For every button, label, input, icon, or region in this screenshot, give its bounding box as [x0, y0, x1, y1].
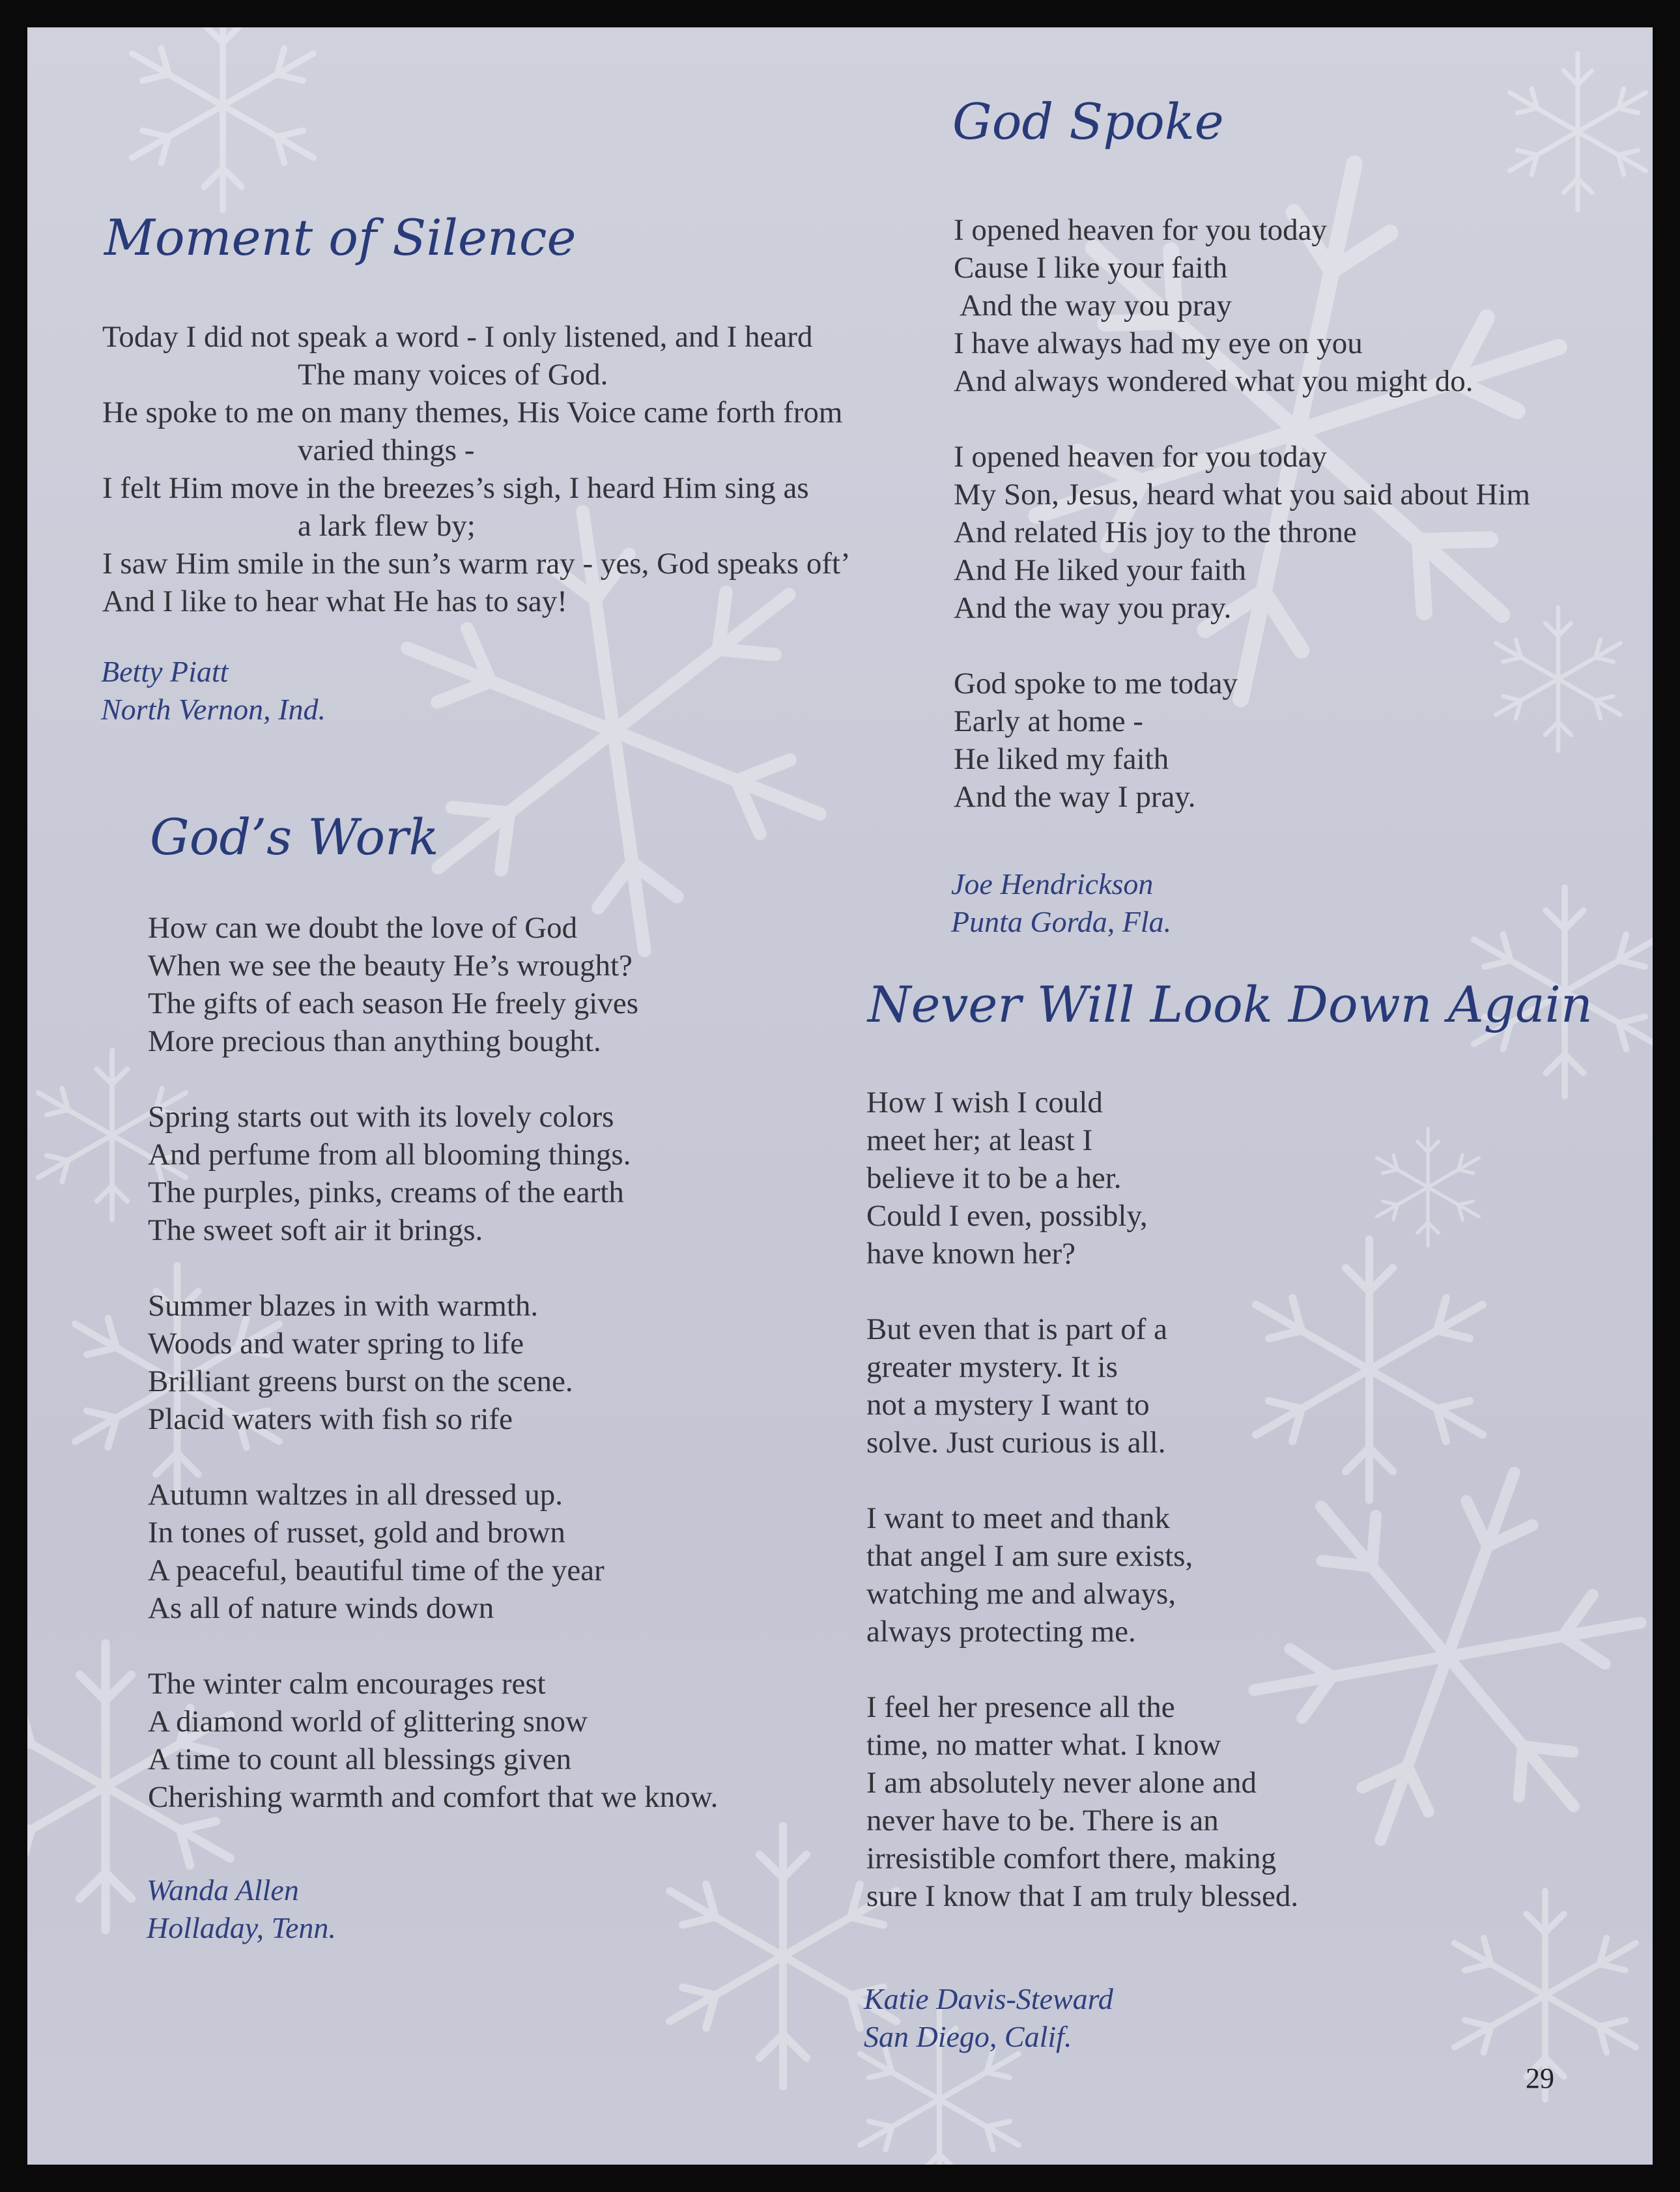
poem-line: greater mystery. It is	[866, 1350, 1118, 1384]
poem-line: I am absolutely never alone and	[866, 1766, 1257, 1800]
poem-line: watching me and always,	[866, 1577, 1176, 1611]
author-name: Betty Piatt	[101, 655, 229, 688]
stanza	[148, 1665, 718, 1816]
stanza	[148, 909, 718, 1060]
byline-gods-work	[147, 1871, 336, 1947]
poem-line: I felt Him move in the breezes’s sigh, I heard Him sing as	[102, 471, 809, 505]
poem-line: And perfume from all blooming things.	[148, 1138, 631, 1172]
poem-line: And related His joy to the throne	[954, 515, 1357, 549]
poem-line: And I like to hear what He has to say!	[102, 584, 567, 618]
poem-line: a lark flew by;	[298, 509, 476, 543]
poem-gods-work	[148, 909, 718, 1816]
stanza	[954, 438, 1530, 627]
stanza	[866, 1499, 1298, 1651]
poem-line: always protecting me.	[866, 1615, 1136, 1649]
poem-line: Today I did not speak a word - I only listened, and I heard	[102, 320, 813, 354]
poem-god-spoke	[954, 211, 1530, 816]
poem-line: never have to be. There is an	[866, 1804, 1219, 1838]
poem-line: And the way I pray.	[954, 780, 1196, 814]
poem-line: that angel I am sure exists,	[866, 1539, 1193, 1573]
poem-line: How can we doubt the love of God	[148, 911, 578, 945]
poem-line: Summer blazes in with warmth.	[148, 1289, 539, 1323]
poem-line: I saw Him smile in the sun’s warm ray - yes, God speaks oft’	[102, 547, 851, 581]
magazine-page	[27, 27, 1653, 2165]
poem-line: And the way you pray.	[954, 591, 1232, 625]
poem-line: Woods and water spring to life	[148, 1327, 524, 1361]
poem-line: God spoke to me today	[954, 667, 1238, 700]
stanza	[866, 1310, 1298, 1462]
poem-line: Early at home -	[954, 704, 1144, 738]
poem-line: And the way you pray	[954, 289, 1232, 323]
poem-title-moment-of-silence: Moment of Silence	[104, 209, 577, 267]
poem-title-god-spoke: God Spoke	[952, 93, 1224, 151]
poem-line: A time to count all blessings given	[148, 1742, 572, 1776]
poem-line: Autumn waltzes in all dressed up.	[148, 1478, 563, 1512]
poem-line: varied things -	[298, 433, 475, 467]
poem-line: The winter calm encourages rest	[148, 1667, 546, 1701]
poem-line: The sweet soft air it brings.	[148, 1213, 483, 1247]
author-name: Wanda Allen	[147, 1873, 299, 1907]
poem-line: He spoke to me on many themes, His Voice came forth from	[102, 396, 843, 429]
poem-line: meet her; at least I	[866, 1123, 1093, 1157]
poem-line: have known her?	[866, 1237, 1076, 1271]
poem-line: Cherishing warmth and comfort that we know.	[148, 1780, 719, 1814]
byline-god-spoke	[951, 865, 1171, 941]
stanza	[954, 211, 1530, 400]
poem-line: Brilliant greens burst on the scene.	[148, 1364, 573, 1398]
poem-line: Cause I like your faith	[954, 251, 1228, 285]
poem-title-gods-work: God’s Work	[150, 808, 439, 866]
poem-line: When we see the beauty He’s wrought?	[148, 949, 633, 983]
poem-line: How I wish I could	[866, 1086, 1103, 1119]
poem-never-will-look-down-again	[866, 1084, 1298, 1915]
poem-line: irresistible comfort there, making	[866, 1841, 1277, 1875]
stanza	[954, 665, 1530, 816]
poem-line: Could I even, possibly,	[866, 1199, 1148, 1233]
poem-line: Spring starts out with its lovely colors	[148, 1100, 614, 1134]
author-name: Katie Davis-Steward	[864, 1982, 1113, 2015]
poem-line: solve. Just curious is all.	[866, 1426, 1166, 1460]
poem-line: I opened heaven for you today	[954, 213, 1327, 247]
poem-line: More precious than anything bought.	[148, 1024, 601, 1058]
poem-line: Placid waters with fish so rife	[148, 1402, 513, 1436]
poem-line: believe it to be a her.	[866, 1161, 1122, 1195]
poem-line: But even that is part of a	[866, 1312, 1168, 1346]
byline-moment-of-silence	[101, 653, 326, 728]
byline-never-will-look-down-again	[864, 1980, 1113, 2056]
poem-line: not a mystery I want to	[866, 1388, 1150, 1422]
poem-line: I want to meet and thank	[866, 1501, 1170, 1535]
poem-line: In tones of russet, gold and brown	[148, 1516, 565, 1550]
stanza	[866, 1084, 1298, 1273]
poem-line: He liked my faith	[954, 742, 1169, 776]
stanza	[148, 1287, 718, 1438]
poem-line: A diamond world of glittering snow	[148, 1705, 588, 1738]
poem-line: And always wondered what you might do.	[954, 364, 1474, 398]
author-location: Punta Gorda, Fla.	[951, 905, 1172, 938]
poem-line: The gifts of each season He freely gives	[148, 987, 639, 1020]
poem-line: I feel her presence all the	[866, 1690, 1175, 1724]
poem-line: As all of nature winds down	[148, 1591, 494, 1625]
stanza	[866, 1688, 1298, 1915]
poem-line: time, no matter what. I know	[866, 1728, 1221, 1762]
author-location: Holladay, Tenn.	[147, 1911, 336, 1944]
author-name: Joe Hendrickson	[951, 867, 1154, 901]
page-number: 29	[1526, 2062, 1554, 2094]
poem-title-never-will-look-down-again: Never Will Look Down Again	[868, 975, 1593, 1033]
poem-line: The purples, pinks, creams of the earth	[148, 1175, 624, 1209]
poem-line: And He liked your faith	[954, 553, 1247, 587]
poem-line: My Son, Jesus, heard what you said about Him	[954, 478, 1531, 512]
stanza	[148, 1476, 718, 1627]
poem-line: The many voices of God.	[298, 358, 608, 392]
poem-moment-of-silence	[102, 318, 851, 620]
author-location: San Diego, Calif.	[864, 2020, 1072, 2053]
author-location: North Vernon, Ind.	[101, 693, 326, 726]
poem-line: I have always had my eye on you	[954, 326, 1363, 360]
poem-line: sure I know that I am truly blessed.	[866, 1879, 1299, 1913]
stanza	[148, 1098, 718, 1249]
poem-line: I opened heaven for you today	[954, 440, 1327, 474]
poem-line: A peaceful, beautiful time of the year	[148, 1553, 605, 1587]
